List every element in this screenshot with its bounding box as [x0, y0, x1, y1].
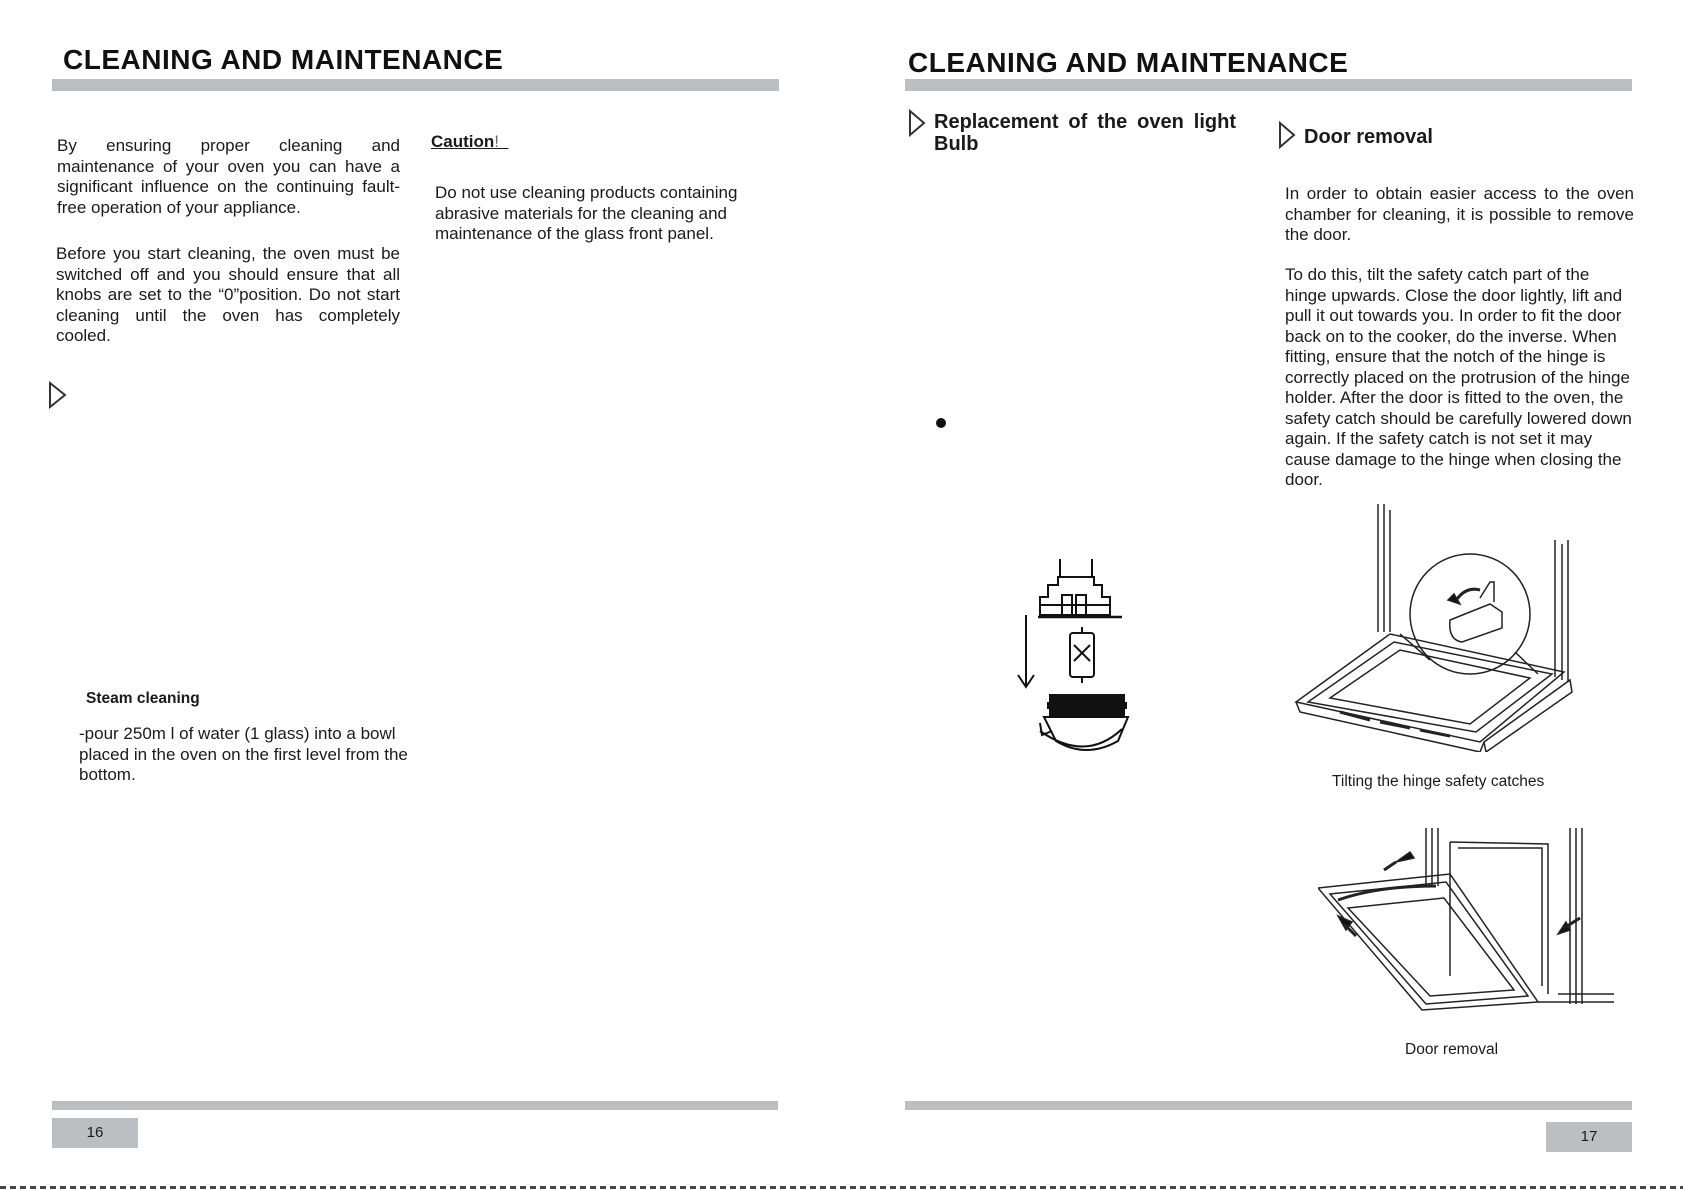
left-footer-rule	[52, 1101, 778, 1110]
door-removal-intro: In order to obtain easier access to the oven chamber for cleaning, it is possible to remove the door.	[1285, 184, 1634, 244]
scan-edge	[0, 1186, 1683, 1189]
triangle-marker-icon	[48, 381, 68, 409]
door-removal-heading: Door removal	[1304, 126, 1433, 148]
hinge-tilt-illustration	[1290, 502, 1590, 752]
door-removal-illustration	[1318, 826, 1618, 1012]
bullet-icon	[936, 418, 946, 428]
hinge-caption: Tilting the hinge safety catches	[1332, 773, 1545, 790]
door-removal-caption: Door removal	[1405, 1041, 1499, 1058]
caution-heading-text: Caution	[431, 132, 495, 151]
left-page-number: 16	[52, 1118, 138, 1148]
left-page-title: CLEANING AND MAINTENANCE	[63, 44, 504, 75]
left-before-cleaning-paragraph: Before you start cleaning, the oven must be switched off and you should ensure that all knobs are set to the “0”position. Do not start cleaning until the oven has completely cooled.	[56, 244, 400, 345]
right-title-rule	[905, 79, 1632, 91]
steam-cleaning-paragraph: -pour 250m l of water (1 glass) into a bowl placed in the oven on the first level from the bottom.	[79, 724, 408, 784]
right-page-number: 17	[1546, 1122, 1632, 1152]
caution-paragraph: Do not use cleaning products containing abrasive materials for the cleaning and maintenance of the glass front panel.	[435, 183, 738, 243]
left-title-rule	[52, 79, 779, 91]
door-removal-steps: To do this, tilt the safety catch part of the hinge upwards. Close the door lightly, lift and pull it out towards you. In order to fit the door back on to the cooker, do the inverse. When fitting, ensure that the notch of the hinge is correctly placed on the protrusion of the hinge holder. After the door is fitted to the oven, the safety catch should be carefully lowered down again. If the safety catch is not set it may cause damage to the hinge when closing the door.	[1285, 265, 1632, 489]
triangle-marker-icon	[1278, 121, 1296, 149]
right-page-title: CLEANING AND MAINTENANCE	[908, 47, 1349, 78]
bulb-assembly-illustration	[1010, 555, 1130, 765]
bulb-replacement-heading: Replacement of the oven light Bulb	[934, 111, 1236, 155]
left-intro-paragraph: By ensuring proper cleaning and maintenance of your oven you can have a significant influence on the continuing fault-free operation of your appliance.	[57, 136, 400, 217]
steam-cleaning-heading: Steam cleaning	[86, 690, 200, 707]
caution-heading	[431, 132, 508, 152]
caution-mark: !	[494, 132, 500, 151]
triangle-marker-icon	[908, 109, 926, 137]
right-footer-rule	[905, 1101, 1632, 1110]
